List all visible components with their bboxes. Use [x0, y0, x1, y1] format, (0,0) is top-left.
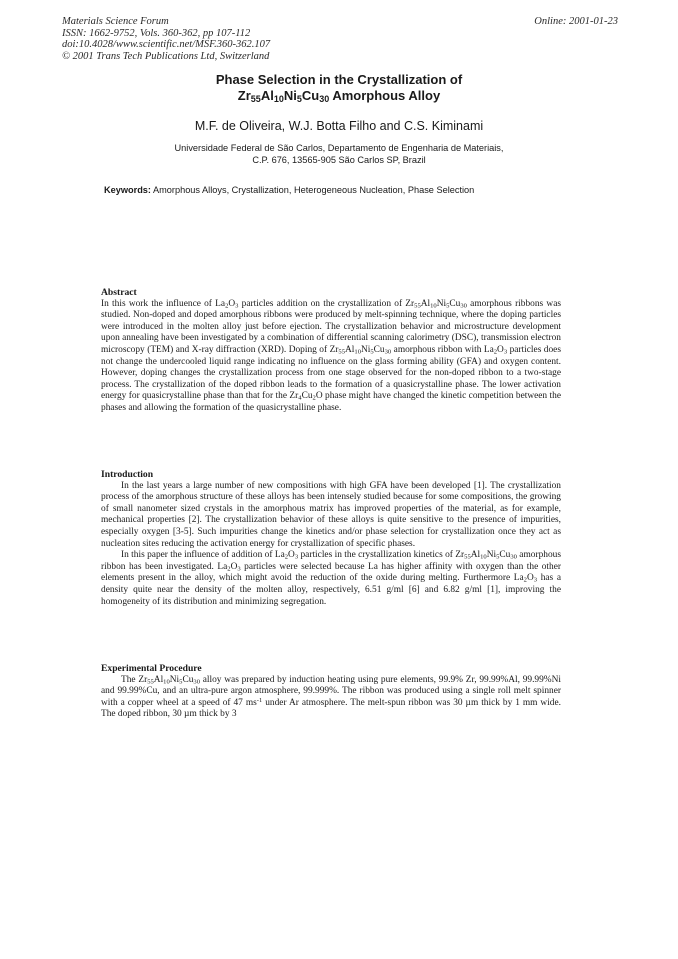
affiliation-line-2: C.P. 676, 13565-905 São Carlos SP, Brazil: [252, 155, 426, 165]
keywords: [104, 185, 584, 195]
experimental-heading: Experimental Procedure: [101, 663, 202, 674]
affiliation-line-1: Universidade Federal de São Carlos, Departamento de Engenharia de Materiais,: [174, 143, 504, 153]
authors: M.F. de Oliveira, W.J. Botta Filho and C.S. Kiminami: [194, 119, 484, 133]
doi-line: doi:10.4028/www.scientific.net/MSF.360-362.107: [62, 39, 271, 50]
keywords-text: Amorphous Alloys, Crystallization, Heterogeneous Nucleation, Phase Selection: [150, 185, 475, 195]
experimental-section: [101, 663, 561, 721]
journal-header: [62, 16, 618, 62]
affiliation: [0, 142, 678, 166]
issn-line: ISSN: 1662-9752, Vols. 360-362, pp 107-112: [62, 27, 251, 39]
introduction-section: [101, 469, 561, 608]
introduction-paragraph-2: In this paper the influence of addition of $La_2O_3$ particles in the crystallization kinetics of $Zr_{55}Al_{10}Ni_5Cu_{30}$ amorphous ribbon has been investigated. $La_2O_3$ particles were selected because La has higher affinity with oxygen than the other elements present in the alloy, which might avoid the reduction of the oxide during melting. Furthermore $La_2O_3$ has a density quite near the density of the molten alloy, respectively, 6.51 g/ml [6] and 6.82 g/ml [1], improving the homogeneity of its distribution and minimizing segregation.: [101, 550, 562, 607]
introduction-heading: Introduction: [101, 469, 154, 480]
abstract-section: [101, 287, 561, 415]
experimental-paragraph: The $Zr_{55}Al_{10}Ni_5Cu_{30}$ alloy was prepared by induction heating using pure elements, 99.9% Zr, 99.99%Al, 99.99%Ni and 99.99%Cu, and an ultra-pure argon atmosphere, 99.999%. The ribbon was produced using a single roll melt spinner with a copper wheel at a speed of 47 $ms^{-1}$ under Ar atmosphere. The melt-spun ribbon was 30 µm thick by 1 mm wide. The doped ribbon, 30 µm thick by 3: [101, 674, 562, 720]
title-line-2: $Zr_{55}Al_{10}Ni_5Cu_{30}$ Amorphous Alloy: [237, 87, 441, 104]
journal-name: Materials Science Forum: [62, 16, 169, 27]
keywords-label: Keywords:: [104, 185, 151, 195]
abstract-heading: Abstract: [101, 287, 137, 298]
paper-title: [0, 72, 678, 103]
copyright-line: © 2001 Trans Tech Publications Ltd, Switzerland: [62, 50, 270, 62]
abstract-text: In this work the influence of $La_2O_3$ particles addition on the crystallization of $Zr_{55}Al_{10}Ni_5Cu_{30}$ amorphous ribbons was studied. Non-doped and doped amorphous ribbons were produced by melt-spinning technique, where the doping particles were introduced in the molten alloy just before ejection. The crystallization behavior and microstructure development upon annealing have been investigated by a combination of differential scanning calorimetry (DSC), transmission electron microscopy (TEM) and X-ray diffraction (XRD). Doping of $Zr_{55}Al_{10}Ni_5Cu_{30}$ amorphous ribbon with $La_2O_3$ particles does not change the undercooled liquid range indicating no influence on the glass forming ability (GFA) and oxygen content. However, doping changes the crystallization process from one stage observed for the non-doped ribbon to a two-stage process. The crystallization of the doped ribbon leads to the formation of a quasicrystalline phase. The lower activation energy for quasicrystalline phase than that for the $Zr_4Cu_2O$ phase might have changed the kinetic competition between the phases and allowing the formation of the quasicrystalline phase.: [101, 298, 562, 413]
title-line-1: Phase Selection in the Crystallization of: [215, 72, 463, 87]
online-date: Online: 2001-01-23: [534, 16, 618, 27]
introduction-paragraph-1: In the last years a large number of new compositions with high GFA have been developed [1]. The crystallization process of the amorphous structure of these alloys has been intensely studied because for some compositions, the growing of small nanometer sized crystals in the amorphous matrix has improved properties of the material, as for example, mechanical properties [2]. The crystallization behavior of these alloys is quite sensitive to the presence of impurities, especially oxygen [3-5]. Such impurities change the kinetics and/or phase selection for crystallization once they act as nucleation sites reducing the activation energy for crystallization of specific phases.: [101, 480, 561, 549]
